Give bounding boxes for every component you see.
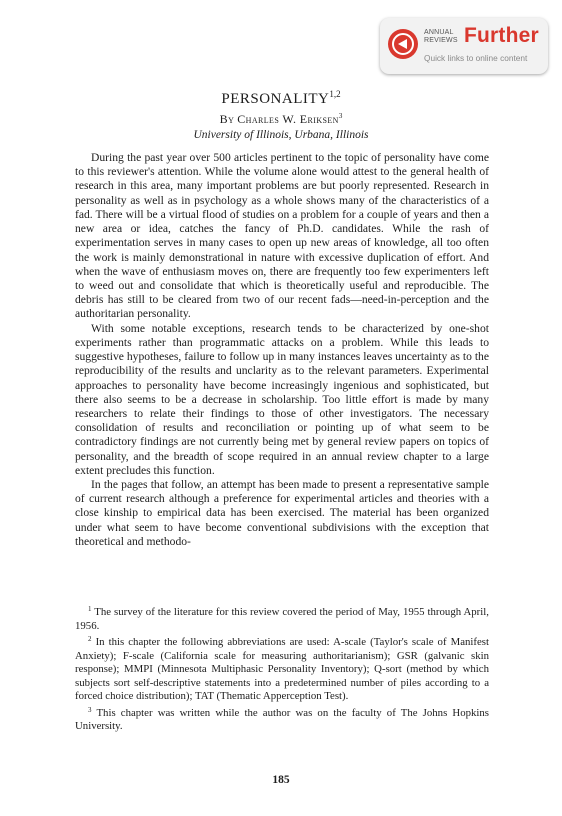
title-text: PERSONALITY [221, 91, 330, 107]
footnote [75, 704, 489, 734]
badge-reviews-label: REVIEWS [424, 37, 458, 44]
body-paragraph: In the pages that follow, an attempt has been made to present a representative sample of current research although a preference for experimental articles and theories with a close kinship to empirical data has been exercised. The material has been organized under what seem to have become conventional subdivisions with the exception that theoretical and methodo- [75, 478, 489, 548]
play-back-icon [388, 29, 418, 59]
further-badge[interactable] [380, 18, 548, 74]
author-name: Charles W. Eriksen [237, 112, 339, 126]
footnote-text: In this chapter the following abbreviations are used: A-scale (Taylor's scale of Manifest Anxiety); F-scale (California scale for measuring authoritarianism); GSR (galvanic skin response); MMPI (Minnesota Multiphasic Personality Inventory); Q-sort (method by which subjects sort self-descriptive statements into a predetermined number of piles according to a forced choice distribution); TAT (Thematic Apperception Test). [75, 636, 489, 702]
badge-further-label: Further [464, 24, 539, 47]
body-paragraph: With some notable exceptions, research tends to be characterized by one-shot experiments rather than programmatic attacks on a problem. While this leads to suggestive hypotheses, failure to follow up in many instances leaves uncertainty as to the reproducibility of the results and unclarity as to the relevant parameters. Experimental approaches to personality have become increasingly ingenious and sophisticated, but there also seems to be a decrease in scholarship. Too little effort is made by many researchers to relate their findings to those of other investigators. The necessary consolidation of results and reconciliation or pointing up of what seem to be contradictory findings are not currently being met by general review papers on topics of personality, and the breadth of scope required in an annual review chapter to a large extent precludes this function. [75, 321, 489, 477]
footnote-mark: 3 [88, 705, 92, 714]
footnote-text: This chapter was written while the author was on the faculty of The Johns Hopkins University. [75, 706, 489, 732]
footnotes [75, 603, 489, 734]
footnote [75, 603, 489, 633]
badge-quick-links-label: Quick links to online content [424, 53, 528, 63]
footnote-text: The survey of the literature for this review covered the period of May, 1955 through April, 1956. [75, 606, 489, 632]
annual-reviews-logo-text [424, 29, 464, 45]
page-number: 185 [272, 774, 290, 786]
author-line [0, 112, 562, 127]
article-title [0, 89, 562, 108]
badge-annual-label: ANNUAL [424, 29, 454, 36]
author-footnote-mark: 3 [338, 112, 343, 120]
footnote-mark: 2 [88, 635, 92, 643]
title-footnote-marks: 1,2 [329, 89, 341, 99]
author-affiliation: University of Illinois, Urbana, Illinois [193, 129, 369, 141]
author-prefix: By [219, 112, 235, 126]
article-body [75, 151, 489, 549]
body-paragraph: During the past year over 500 articles pertinent to the topic of personality have come to this reviewer's attention. While the volume alone would attest to the general health of research in this area, many important problems are but poorly represented. Research in personality as well as in psychology as a whole shows many of the characteristics of a fad. There will be a virtual flood of studies on a problem for a couple of years and then a new area or idea, catches the fancy of Ph.D. candidates. While the rash of experimentation serves in many cases to open up new areas of knowledge, all too often the work is mainly demonstrational in nature with excessive duplication of effort. And when the wave of enthusiasm moves on, there are frequently too few experimenters left to weed out and consolidate that which is theoretically useful and reproducible. The debris has still to be cleared from two of our recent fads—need-in-perception and the authoritarian personality. [75, 151, 489, 321]
footnote [75, 633, 489, 704]
footnote-mark: 1 [88, 605, 92, 613]
